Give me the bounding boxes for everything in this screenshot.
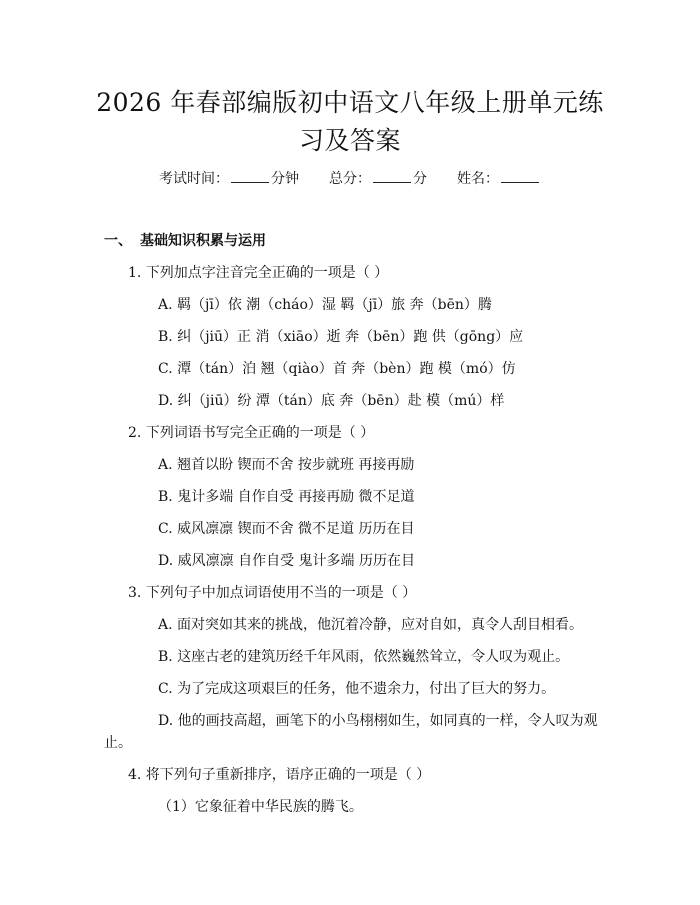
section-heading-1	[104, 230, 266, 250]
question-3-option-c: C. 为了完成这项艰巨的任务，他不遗余力，付出了巨大的努力。	[158, 681, 556, 697]
student-name	[457, 168, 541, 188]
student-name-blank	[501, 170, 539, 183]
question-1-option-b: B. 纠（jiū）正 消（xiāo）逝 奔（bēn）跑 供（gōng）应	[158, 329, 524, 345]
question-1-option-a: A. 羁（jī）依 潮（cháo）湿 羁（jī）旅 奔（bēn）腾	[158, 297, 492, 313]
exam-time-unit: 分钟	[271, 171, 299, 187]
document-title	[90, 84, 610, 160]
question-3-option-d: D. 他的画技高超，画笔下的小鸟栩栩如生，如同真的一样，令人叹为观	[158, 713, 598, 729]
question-3-option-b: B. 这座古老的建筑历经千年风雨，依然巍然耸立，令人叹为观止。	[158, 649, 570, 665]
question-2-option-b: B. 鬼计多端 自作自受 再接再励 微不足道	[158, 489, 415, 505]
question-3-option-a: A. 面对突如其来的挑战，他沉着冷静，应对自如，真令人刮目相看。	[158, 617, 584, 633]
question-2-option-a: A. 翘首以盼 锲而不舍 按步就班 再接再励	[158, 457, 415, 473]
total-score-blank	[373, 170, 411, 183]
question-4-item-1: （1）它象征着中华民族的腾飞。	[158, 799, 363, 815]
total-score	[329, 168, 427, 188]
section-number: 一、	[104, 233, 132, 249]
student-name-label: 姓名：	[457, 171, 499, 187]
question-4-stem: 4. 将下列句子重新排序，语序正确的一项是（ ）	[128, 767, 431, 783]
exam-time-label: 考试时间：	[159, 171, 229, 187]
question-3-stem: 3. 下列句子中加点词语使用不当的一项是（ ）	[128, 585, 417, 601]
section-title: 基础知识积累与运用	[140, 233, 266, 249]
question-2-option-c: C. 威风凛凛 锲而不舍 微不足道 历历在目	[158, 521, 415, 537]
total-score-label: 总分：	[329, 171, 371, 187]
question-2-option-d: D. 威风凛凛 自作自受 鬼计多端 历历在目	[158, 553, 415, 569]
question-1-stem: 1. 下列加点字注音完全正确的一项是（ ）	[128, 265, 389, 281]
question-1-option-c: C. 潭（tán）泊 翘（qiào）首 奔（bèn）跑 模（mó）仿	[158, 361, 516, 377]
question-1-option-d: D. 纠（jiū）纷 潭（tán）底 奔（bēn）赴 模（mú）样	[158, 393, 505, 409]
title-line-2: 习及答案	[298, 126, 401, 155]
title-line-1: 2026 年春部编版初中语文八年级上册单元练	[96, 88, 604, 117]
exam-time	[159, 168, 299, 188]
question-2-stem: 2. 下列词语书写完全正确的一项是（ ）	[128, 425, 375, 441]
total-score-unit: 分	[413, 171, 427, 187]
question-3-option-d-continued: 止。	[104, 735, 132, 751]
exam-meta	[0, 168, 700, 188]
exam-time-blank	[231, 170, 269, 183]
